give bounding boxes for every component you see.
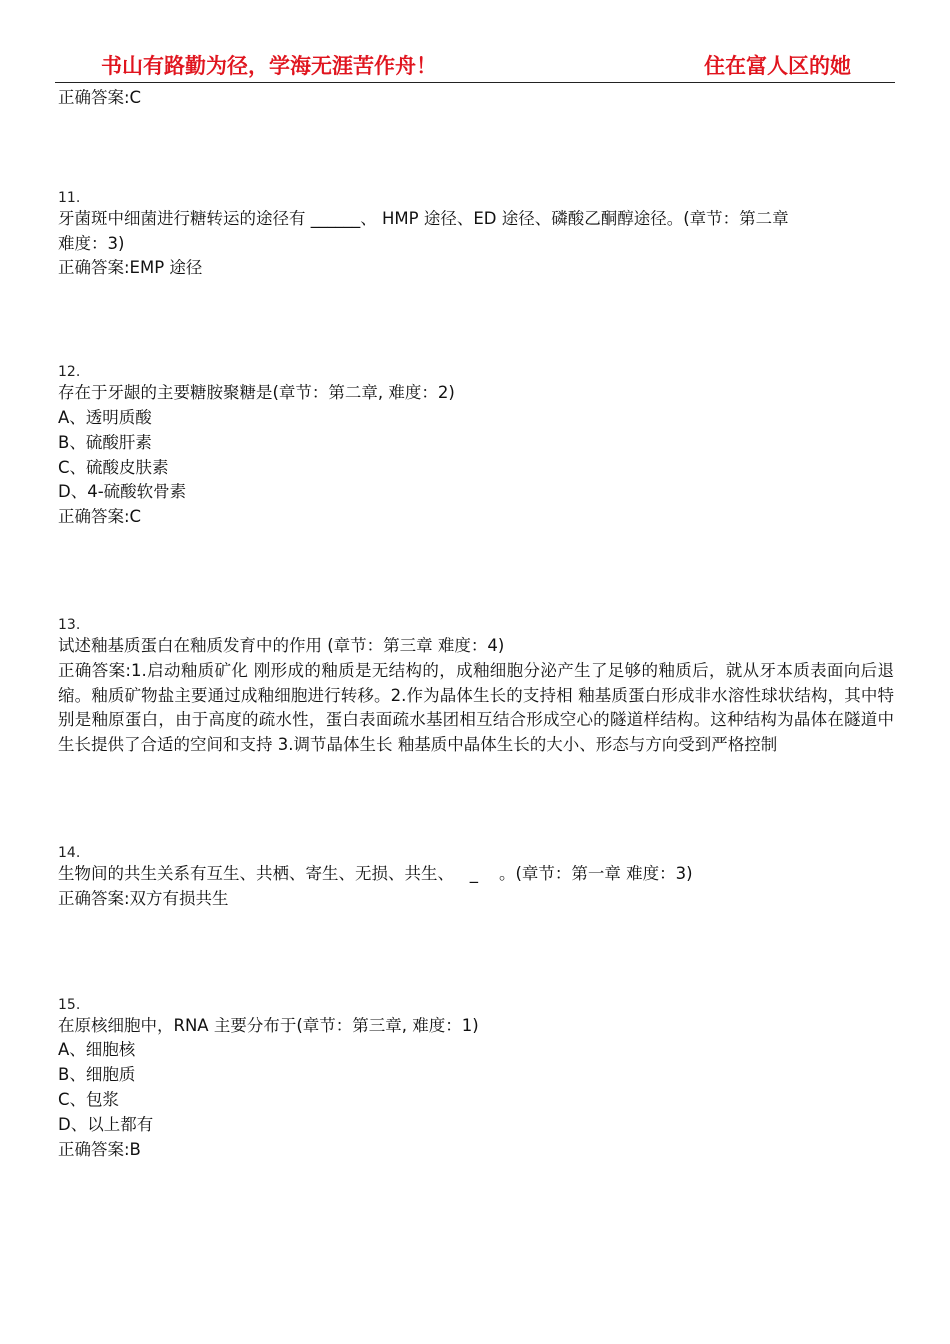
question-stem-continued: 难度：3) <box>58 233 125 253</box>
answer-line: 正确答案:C <box>58 88 142 107</box>
option-a: A、细胞核 <box>58 1040 136 1060</box>
answer-line: 正确答案:B <box>58 1139 141 1159</box>
question-number: 13. <box>58 616 81 633</box>
option-a: A、透明质酸 <box>58 407 152 427</box>
answer-line: 正确答案:双方有损共生 <box>58 888 229 908</box>
question-stem: 生物间的共生关系有互生、共栖、寄生、无损、共生、 _ 。(章节：第一章 难度：3) <box>58 863 693 883</box>
option-d: D、以上都有 <box>58 1114 154 1134</box>
question-number: 11. <box>58 189 81 206</box>
page-header <box>55 48 895 83</box>
question-11 <box>58 189 894 281</box>
question-14 <box>58 844 894 912</box>
option-c: C、包浆 <box>58 1089 120 1109</box>
question-number: 14. <box>58 844 81 861</box>
option-d: D、4-硫酸软骨素 <box>58 482 187 502</box>
option-b: B、细胞质 <box>58 1065 136 1085</box>
question-stem: 试述釉基质蛋白在釉质发育中的作用 (章节：第三章 难度：4) <box>58 635 505 655</box>
answer-paragraph: 正确答案:1.启动釉质矿化 刚形成的釉质是无结构的，成釉细胞分泌产生了足够的釉质后，就从牙本质表面向后退缩。釉质矿物盐主要通过成釉细胞进行转移。2.作为晶体生长的支持相 釉基质蛋白形成非水溶性球状结构，其中特别是釉原蛋白，由于高度的疏水性，蛋白表面疏水基团相互结合形成空心的隧道样结构。这种结构为晶体在隧道中生长提供了合适的空间和支持 3.调节晶体生长 釉基质中晶体生长的大小、形态与方向受到严格控制 <box>58 660 894 755</box>
question-stem: 牙菌斑中细菌进行糖转运的途径有 ______、 HMP 途径、ED 途径、磷酸乙酮醇途径。(章节：第二章 <box>58 208 789 228</box>
question-number: 15. <box>58 996 81 1013</box>
question-stem: 存在于牙龈的主要糖胺聚糖是(章节：第二章, 难度：2) <box>58 383 455 403</box>
question-13 <box>58 616 894 758</box>
question-12 <box>58 363 894 530</box>
option-b: B、硫酸肝素 <box>58 432 152 452</box>
header-author: 住在富人区的她 <box>704 53 851 78</box>
question-15 <box>58 996 894 1163</box>
question-number: 12. <box>58 364 81 381</box>
answer-line: 正确答案:EMP 途径 <box>58 258 203 278</box>
header-motto: 书山有路勤为径，学海无涯苦作舟！ <box>101 53 437 78</box>
answer-line: 正确答案:C <box>58 507 142 527</box>
question-stem: 在原核细胞中，RNA 主要分布于(章节：第三章, 难度：1) <box>58 1015 479 1035</box>
option-c: C、硫酸皮肤素 <box>58 457 169 477</box>
document-body <box>58 86 894 1162</box>
